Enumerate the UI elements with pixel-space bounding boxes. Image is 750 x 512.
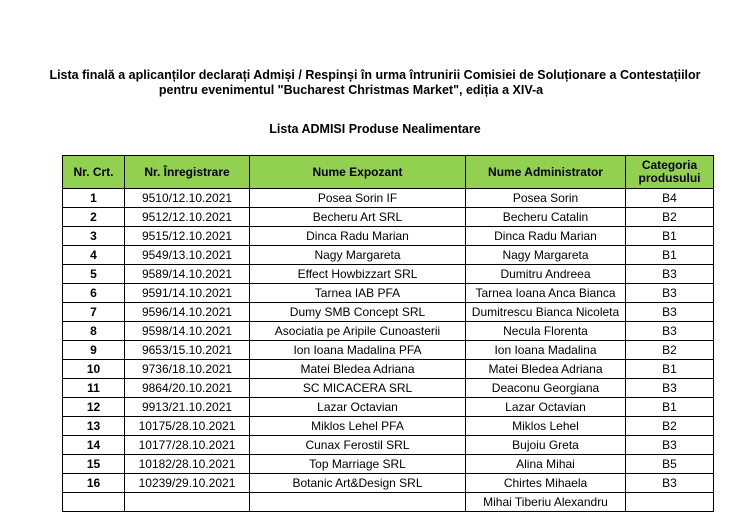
administrator-cell: Bujoiu Greta (466, 436, 626, 455)
administrator-cell: Alina Mihai (466, 455, 626, 474)
table-row (63, 322, 714, 341)
category-cell: B3 (626, 303, 714, 322)
table-row (63, 265, 714, 284)
list-subtitle: Lista ADMISI Produse Nealimentare (269, 122, 481, 136)
exhibitor-cell: Becheru Art SRL (250, 208, 466, 227)
nr-cell (63, 493, 125, 512)
category-cell: B1 (626, 398, 714, 417)
registration-cell: 9736/18.10.2021 (125, 360, 250, 379)
table-row (63, 474, 714, 493)
registration-cell: 10239/29.10.2021 (125, 474, 250, 493)
registration-cell: 10177/28.10.2021 (125, 436, 250, 455)
nr-cell: 5 (63, 265, 125, 284)
table-row (63, 303, 714, 322)
administrator-cell: Dumitru Andreea (466, 265, 626, 284)
exhibitor-cell (250, 493, 466, 512)
category-cell: B1 (626, 360, 714, 379)
administrator-cell: Posea Sorin (466, 189, 626, 208)
exhibitor-cell: Matei Bledea Adriana (250, 360, 466, 379)
administrator-cell: Nagy Margareta (466, 246, 626, 265)
table-row (63, 398, 714, 417)
category-cell: B3 (626, 379, 714, 398)
nr-cell: 8 (63, 322, 125, 341)
header-exhibitor: Nume Expozant (250, 156, 466, 189)
registration-cell: 9510/12.10.2021 (125, 189, 250, 208)
registration-cell: 9549/13.10.2021 (125, 246, 250, 265)
category-cell: B3 (626, 265, 714, 284)
category-cell: B5 (626, 455, 714, 474)
nr-cell: 14 (63, 436, 125, 455)
administrator-cell: Dinca Radu Marian (466, 227, 626, 246)
exhibitor-cell: Top Marriage SRL (250, 455, 466, 474)
administrator-cell: Necula Florenta (466, 322, 626, 341)
title-line-2: pentru evenimentul "Bucharest Christmas Market", ediția a XIV-a (158, 83, 544, 97)
nr-cell: 12 (63, 398, 125, 417)
header-row (63, 156, 714, 189)
nr-cell: 11 (63, 379, 125, 398)
title-line-1: Lista finală a aplicanților declarați Admiși / Respinși în urma întrunirii Comisiei de Soluționare a Contestațiilor (49, 68, 701, 82)
administrator-cell: Tarnea Ioana Anca Bianca (466, 284, 626, 303)
administrator-cell: Ion Ioana Madalina (466, 341, 626, 360)
category-cell: B3 (626, 436, 714, 455)
nr-cell: 6 (63, 284, 125, 303)
registration-cell: 9512/12.10.2021 (125, 208, 250, 227)
table-header (63, 156, 714, 189)
registration-cell: 9598/14.10.2021 (125, 322, 250, 341)
nr-cell: 9 (63, 341, 125, 360)
exhibitor-cell: Lazar Octavian (250, 398, 466, 417)
exhibitor-cell: Miklos Lehel PFA (250, 417, 466, 436)
nr-cell: 16 (63, 474, 125, 493)
nr-cell: 13 (63, 417, 125, 436)
table-row (63, 341, 714, 360)
exhibitor-cell: Effect Howbizzart SRL (250, 265, 466, 284)
category-cell: B3 (626, 284, 714, 303)
category-cell: B2 (626, 341, 714, 360)
nr-cell: 2 (63, 208, 125, 227)
header-category: Categoria produsului (626, 156, 714, 189)
nr-cell: 7 (63, 303, 125, 322)
table-row (63, 436, 714, 455)
administrator-cell: Chirtes Mihaela (466, 474, 626, 493)
exhibitor-cell: Cunax Ferostil SRL (250, 436, 466, 455)
nr-cell: 15 (63, 455, 125, 474)
table-row (63, 284, 714, 303)
nr-cell: 4 (63, 246, 125, 265)
table-row (63, 360, 714, 379)
table-row (63, 227, 714, 246)
category-cell: B1 (626, 227, 714, 246)
header-administrator: Nume Administrator (466, 156, 626, 189)
header-nr: Nr. Crt. (63, 156, 125, 189)
category-cell (626, 493, 714, 512)
registration-cell: 9515/12.10.2021 (125, 227, 250, 246)
category-cell: B4 (626, 189, 714, 208)
category-cell: B3 (626, 474, 714, 493)
nr-cell: 3 (63, 227, 125, 246)
exhibitor-cell: Asociatia pe Aripile Cunoasterii (250, 322, 466, 341)
table-row (63, 246, 714, 265)
exhibitor-cell: Dumy SMB Concept SRL (250, 303, 466, 322)
registration-cell: 9596/14.10.2021 (125, 303, 250, 322)
registration-cell: 9864/20.10.2021 (125, 379, 250, 398)
nr-cell: 10 (63, 360, 125, 379)
table-row (63, 493, 714, 512)
exhibitor-cell: SC MICACERA SRL (250, 379, 466, 398)
administrator-cell: Matei Bledea Adriana (466, 360, 626, 379)
registration-cell: 9591/14.10.2021 (125, 284, 250, 303)
table-row (63, 417, 714, 436)
registration-cell (125, 493, 250, 512)
category-cell: B2 (626, 208, 714, 227)
administrator-cell: Lazar Octavian (466, 398, 626, 417)
table-row (63, 455, 714, 474)
administrator-cell: Becheru Catalin (466, 208, 626, 227)
registration-cell: 10175/28.10.2021 (125, 417, 250, 436)
exhibitor-cell: Posea Sorin IF (250, 189, 466, 208)
exhibitor-cell: Dinca Radu Marian (250, 227, 466, 246)
admitted-table (62, 155, 714, 512)
header-registration: Nr. Înregistrare (125, 156, 250, 189)
document-title (0, 68, 750, 98)
exhibitor-cell: Botanic Art&Design SRL (250, 474, 466, 493)
administrator-cell: Mihai Tiberiu Alexandru (466, 493, 626, 512)
exhibitor-cell: Tarnea IAB PFA (250, 284, 466, 303)
table-body (63, 189, 714, 512)
registration-cell: 9913/21.10.2021 (125, 398, 250, 417)
registration-cell: 9653/15.10.2021 (125, 341, 250, 360)
exhibitor-cell: Nagy Margareta (250, 246, 466, 265)
category-cell: B3 (626, 322, 714, 341)
table-row (63, 208, 714, 227)
category-cell: B1 (626, 246, 714, 265)
registration-cell: 9589/14.10.2021 (125, 265, 250, 284)
administrator-cell: Miklos Lehel (466, 417, 626, 436)
nr-cell: 1 (63, 189, 125, 208)
exhibitor-cell: Ion Ioana Madalina PFA (250, 341, 466, 360)
administrator-cell: Deaconu Georgiana (466, 379, 626, 398)
category-cell: B2 (626, 417, 714, 436)
table-row (63, 189, 714, 208)
table-row (63, 379, 714, 398)
registration-cell: 10182/28.10.2021 (125, 455, 250, 474)
administrator-cell: Dumitrescu Bianca Nicoleta (466, 303, 626, 322)
